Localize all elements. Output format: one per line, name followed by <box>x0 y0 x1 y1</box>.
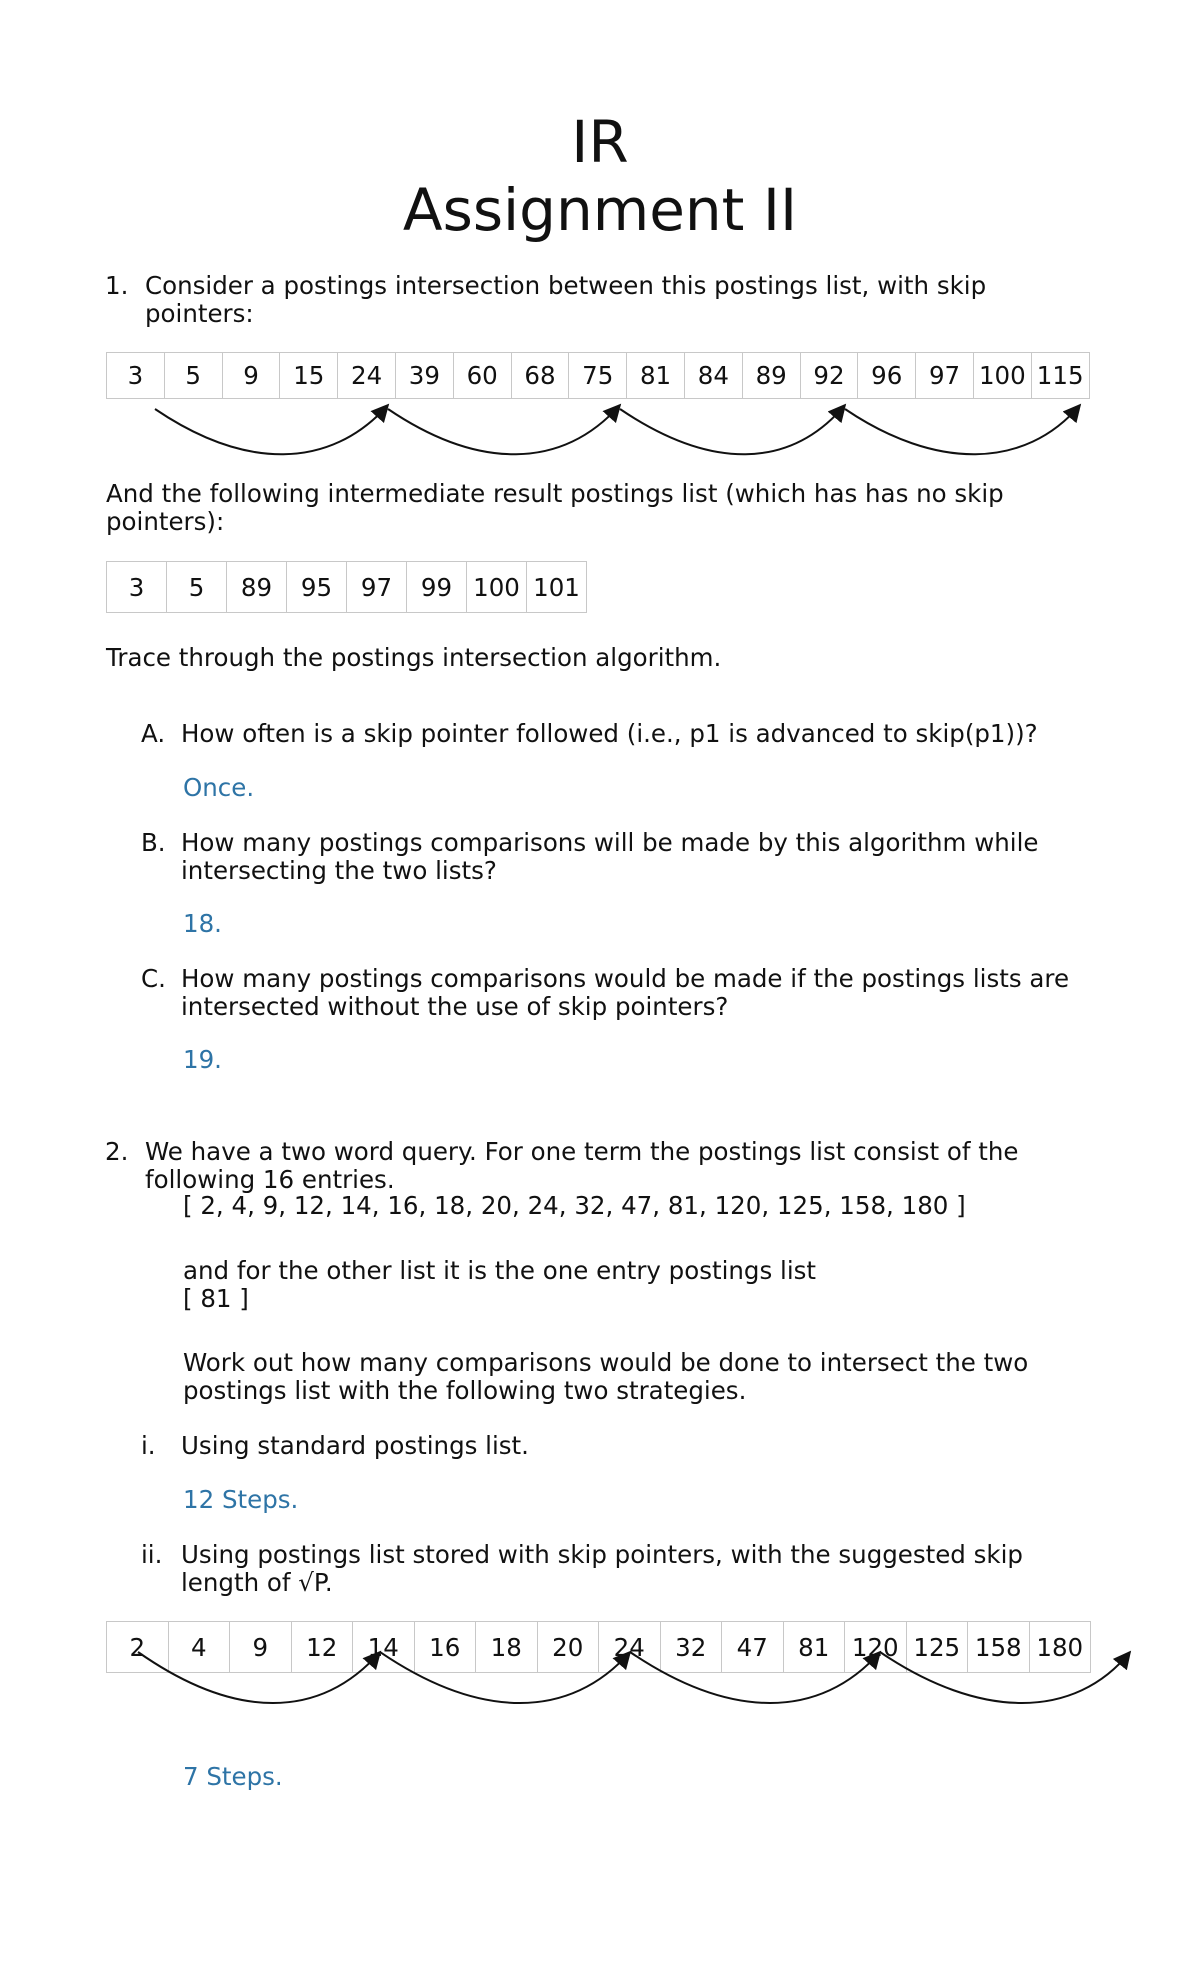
q2-skip-postings-cell: 81 <box>783 1622 845 1673</box>
q1-part-a-question: How often is a skip pointer followed (i.e., p1 is advanced to skip(p1))? <box>181 719 1038 748</box>
q1-list2-intro-line-1: And the following intermediate result postings list (which has has no skip <box>106 479 1004 508</box>
q1-skip-postings-cell: 24 <box>338 353 396 399</box>
q2-skip-postings-cell: 12 <box>291 1622 353 1673</box>
q2-skip-postings-cell: 20 <box>537 1622 599 1673</box>
q1-skip-postings-cell: 75 <box>569 353 627 399</box>
q2-skip-postings-cell: 4 <box>168 1622 230 1673</box>
q2-part-ii-line-1: Using postings list stored with skip pointers, with the suggested skip <box>181 1540 1023 1569</box>
q2-postings-list-text: [ 2, 4, 9, 12, 14, 16, 18, 20, 24, 32, 47, 81, 120, 125, 158, 180 ] <box>183 1191 966 1220</box>
q2-skip-arrow-2 <box>380 1652 630 1703</box>
q2-skip-postings-cell: 14 <box>353 1622 415 1673</box>
q2-skip-postings-cell: 16 <box>414 1622 476 1673</box>
q1-skip-postings-cell: 89 <box>742 353 800 399</box>
q1-part-a-letter: A. <box>141 719 166 748</box>
q1-skip-postings-cell: 81 <box>627 353 685 399</box>
q2-skip-postings-cell: 120 <box>845 1622 907 1673</box>
q1-intermediate-postings-cell: 5 <box>167 562 227 613</box>
q1-number: 1. <box>105 271 129 300</box>
q1-intermediate-postings-cell: 95 <box>287 562 347 613</box>
q2-work-line-2: postings list with the following two strategies. <box>183 1376 747 1405</box>
q2-skip-arrow-1 <box>138 1652 380 1703</box>
q1-intermediate-postings-cell: 3 <box>107 562 167 613</box>
q2-skip-arrow-3 <box>630 1652 880 1703</box>
q1-text-line-2: pointers: <box>145 299 254 328</box>
q1-part-c-letter: C. <box>141 964 166 993</box>
q2-text-line-1: We have a two word query. For one term the postings list consist of the <box>145 1137 1019 1166</box>
q2-skip-postings-cell: 9 <box>230 1622 292 1673</box>
q2-skip-postings-cell: 18 <box>476 1622 538 1673</box>
q1-skip-postings-cell: 15 <box>280 353 338 399</box>
q2-number: 2. <box>105 1137 129 1166</box>
q1-part-b-question-line-2: intersecting the two lists? <box>181 856 497 885</box>
q2-skip-postings-cell: 24 <box>599 1622 661 1673</box>
q1-intermediate-postings-cell: 89 <box>227 562 287 613</box>
q1-list2-intro-line-2: pointers): <box>106 507 225 536</box>
q2-part-i-label: i. <box>141 1431 156 1460</box>
q1-trace-text: Trace through the postings intersection algorithm. <box>106 643 722 672</box>
q1-part-a-answer: Once. <box>183 773 255 802</box>
q2-part-i-answer: 12 Steps. <box>183 1485 299 1514</box>
q1-skip-postings-cell: 60 <box>453 353 511 399</box>
q1-skip-postings-cell: 115 <box>1031 353 1089 399</box>
q1-skip-postings-cell: 39 <box>395 353 453 399</box>
q2-part-ii-line-2: length of √P. <box>181 1568 333 1597</box>
q2-text-line-2: following 16 entries. <box>145 1165 395 1194</box>
q1-part-b-question-line-1: How many postings comparisons will be made by this algorithm while <box>181 828 1039 857</box>
q1-part-c-answer: 19. <box>183 1045 222 1074</box>
q1-skip-postings-cell: 92 <box>800 353 858 399</box>
title-line-2: Assignment II <box>402 176 798 244</box>
q2-other-list-intro: and for the other list it is the one entry postings list <box>183 1256 817 1285</box>
q1-skip-postings-cell: 97 <box>916 353 974 399</box>
q2-skip-postings-cell: 32 <box>660 1622 722 1673</box>
q2-skip-postings-cell: 125 <box>906 1622 968 1673</box>
q2-skip-postings-cell: 47 <box>722 1622 784 1673</box>
q1-skip-postings-cell: 100 <box>973 353 1031 399</box>
q2-skip-postings-cell: 2 <box>107 1622 169 1673</box>
q1-intermediate-postings-cell: 99 <box>407 562 467 613</box>
q1-skip-postings-cell: 3 <box>107 353 165 399</box>
q1-part-c-question-line-2: intersected without the use of skip pointers? <box>181 992 729 1021</box>
q1-part-b-answer: 18. <box>183 909 222 938</box>
q2-part-ii-answer: 7 Steps. <box>183 1762 283 1791</box>
q1-skip-postings-cell: 96 <box>858 353 916 399</box>
q1-intermediate-postings-cell: 100 <box>467 562 527 613</box>
q2-skip-arrow-4 <box>880 1652 1130 1703</box>
q2-skip-postings-cell: 158 <box>968 1622 1030 1673</box>
q1-part-c-question-line-1: How many postings comparisons would be made if the postings lists are <box>181 964 1070 993</box>
q1-skip-postings-cell: 84 <box>684 353 742 399</box>
title-line-1: IR <box>571 108 629 176</box>
q2-work-line-1: Work out how many comparisons would be done to intersect the two <box>183 1348 1029 1377</box>
q1-intermediate-postings-cell: 101 <box>527 562 587 613</box>
q1-part-b-letter: B. <box>141 828 166 857</box>
q2-other-list-text: [ 81 ] <box>183 1284 249 1313</box>
q2-part-ii-label: ii. <box>141 1540 163 1569</box>
q1-skip-postings-cell: 5 <box>164 353 222 399</box>
q1-intermediate-postings-cell: 97 <box>347 562 407 613</box>
q2-skip-postings-cell: 180 <box>1029 1622 1091 1673</box>
q2-part-i-text: Using standard postings list. <box>181 1431 529 1460</box>
q1-text-line-1: Consider a postings intersection between this postings list, with skip <box>145 271 987 300</box>
q1-skip-postings-cell: 9 <box>222 353 280 399</box>
q1-skip-postings-cell: 68 <box>511 353 569 399</box>
